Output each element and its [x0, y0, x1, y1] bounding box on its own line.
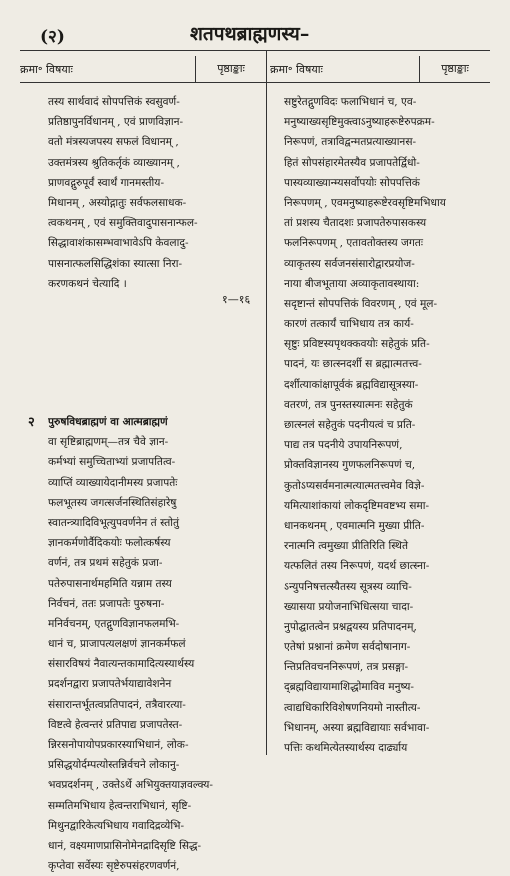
- text-line: दर्शीत्याकांक्षापूर्वकं ब्रह्मविद्यासूत्रस्या-: [284, 378, 419, 391]
- right-subject-heading: क्रमा॰ विषयाः: [270, 62, 323, 76]
- text-line: फलभूतस्य जगत्सर्जनस्थितिसंहारेषु: [48, 496, 177, 509]
- text-line: वतो मंत्रस्यजपस्य सफलं विधानम् ,: [48, 136, 179, 149]
- text-line: तस्य सार्थवादं सोपपत्तिकं स्वसुवर्ण-: [48, 96, 180, 108]
- text-line: प्रदर्शनद्वारा प्रजापतेर्भयाद्यावेशनेन: [48, 678, 172, 691]
- text-line: स्वातन्त्र्यादिविभूत्युपवर्णनेन तं स्तोतुं: [48, 516, 180, 529]
- text-line: सिद्धावाशंकासम्भवाभावेऽपि केवलादु-: [48, 237, 189, 250]
- text-line: सम्मतिमभिधाय हेत्वन्तराभिधानं, सृष्टि-: [48, 799, 192, 812]
- text-line: भवप्रदर्शनम् , उक्तेऽर्थे अभियुक्तयाज्ञवल्क्य-: [48, 779, 213, 792]
- text-line: मिधानम् , अस्योद्गातुः सर्वफलसाधक-: [48, 196, 187, 209]
- page-number: (२): [40, 27, 65, 47]
- right-column-text: [284, 92, 496, 758]
- text-line: धानकथनम् , एवमात्मनि मुख्या प्रीति-: [284, 519, 425, 532]
- text-line: प्रोक्तविज्ञानस्य गुणफलनिरूपणं च,: [284, 459, 416, 472]
- right-page-heading: पृष्ठाङ्काः: [419, 56, 490, 82]
- section-heading-line: पुरुषविधब्राह्मणं वा आत्मब्राह्मणं: [48, 416, 168, 428]
- text-line: छात्स्नलं सहेतुकं पदनीयत्वं च प्रति-: [284, 419, 416, 431]
- text-line: उक्तमंत्रस्य श्रुतिकर्तृकं व्याख्यानम् ,: [48, 156, 180, 169]
- text-line: विष्टत्वे हेत्वन्तरं प्रतिपाद्य प्रजापतेस्त-: [48, 718, 183, 731]
- column-header-rule: [20, 82, 490, 83]
- text-line: पासनात्फलसिद्धिशंका स्यात्सा निरा-: [48, 257, 183, 270]
- text-line: एतेषां प्रश्नानां क्रमेण सर्वदोषानाग-: [284, 641, 411, 654]
- text-line: न्निरसनोपायोपप्रकारस्याभिधानं, लोक-: [48, 739, 189, 751]
- left-column-text-top: [48, 92, 260, 294]
- text-line: कर्मभ्यां समुच्चिताभ्यां प्रजापतित्व-: [48, 456, 176, 469]
- text-line: कुतोऽप्यसर्वमनात्मत्यात्मतत्त्वमेव विज्ञे-: [284, 479, 425, 492]
- text-line: ख्यासया प्रयोजनाभिधित्सया चादा-: [284, 600, 414, 613]
- text-line: मनुष्याख्यसृष्टिमुक्त्वाऽनुष्याहरूष्टेरुपक्रम-: [284, 116, 435, 129]
- left-subject-heading: क्रमा॰ विषयाः: [20, 62, 73, 76]
- text-line: मनिर्वचनम्, एतद्गुणविज्ञानफलमभि-: [48, 617, 180, 630]
- text-line: ऽन्युपनिषत्तत्स्यैतस्य सूत्रस्य व्याचि-: [284, 580, 412, 593]
- text-line: प्राणवद्गुरुपूर्वं स्वार्थं गानमस्तीय-: [48, 176, 165, 189]
- text-line: वा सृष्टिब्राह्मणम्—तत्र चैवे ज्ञान-: [48, 436, 169, 449]
- section-number: २: [28, 415, 35, 430]
- text-line: पादनं, यः छात्स्नदर्शी स ब्रह्मात्मतत्त्व-: [284, 358, 422, 371]
- text-line: निरूपणम् , एवमनुष्याहरूष्टेरवसृष्टिमभिधाय: [284, 196, 446, 209]
- right-column-header: [270, 56, 490, 82]
- page-title: शतपथब्राह्मणस्य–: [190, 23, 310, 45]
- text-line: यत्फलितं तस्य निरूपणं, यदर्थ छात्स्ना-: [284, 560, 430, 573]
- text-line: व्याप्तिं व्याख्यायेदानीमस्य प्रजापतेः: [48, 476, 178, 489]
- text-line: नाया बीजभूताया अव्याकृतावस्थाया:: [284, 277, 420, 290]
- text-line: निरूपणं, तत्राविद्वन्मतप्रत्याख्यानस-: [284, 136, 417, 149]
- text-line: फलनिरूपणम् , एतावतोक्तस्य जगतः: [284, 237, 423, 250]
- text-line: रनात्मनि त्वमुख्या प्रीतिरिति स्थिते: [284, 540, 408, 553]
- text-line: पास्यव्याख्यान्म्यसर्वोपयोः सोपपत्तिकं: [284, 176, 420, 189]
- text-line: धानं, वक्ष्यमाणप्रासिनोमेनद्रादिसृष्टि सिद्ध-: [48, 839, 202, 852]
- text-line: कृप्तेवा सर्वेस्यः सृष्टेरुपसंहरणवर्णनं,: [48, 860, 180, 873]
- text-line: त्वाद्यधिकारिविशेषणनियमो नास्तीत्य-: [284, 701, 421, 714]
- page-reference: १—१६: [222, 293, 251, 306]
- text-line: पतेरुपासनार्थमहमिति यन्नाम तस्य: [48, 577, 172, 590]
- text-line: धानं च, प्राजापत्यलक्षणं ज्ञानकर्मफलं: [48, 638, 186, 651]
- text-line: यमित्याशांकायां लोकदृष्टिमवष्टभ्य समा-: [284, 499, 430, 512]
- text-line: करणकथनं चेत्यादि ।: [48, 277, 127, 290]
- left-column-header: [20, 56, 266, 82]
- text-line: त्वकथनम् , एवं समुक्तिवादुपासनान्फल-: [48, 217, 198, 230]
- text-line: द्ब्रह्मविद्यायामाशिद्धोमाविव मनुष्य-: [284, 681, 415, 694]
- text-line: सदृष्टान्तं सोपपत्तिकं विवरणम् , एवं मूल-: [284, 297, 438, 310]
- text-line: सष्टुरेतद्गुणविदः फलाभिधानं च, एव-: [284, 96, 417, 108]
- text-line: पत्तिः कथमित्येतस्यार्थस्य दार्ढ्याय: [284, 742, 408, 754]
- text-line: नुपोद्घातत्वेन प्रश्नद्वयस्य प्रतिपादनम्,: [284, 620, 417, 633]
- text-line: सृष्टुः प्रविष्टस्यपृथक्कवयोः सहेतुकं प्रति-: [284, 338, 430, 351]
- text-line: मिथुनद्वारिकेत्यभिधाय गवादिद्रव्येभि-: [48, 819, 185, 832]
- left-column-text-bottom: [48, 412, 276, 876]
- text-line: हितं सोपसंहारमेतस्यैव प्रजापतेर्द्विधो-: [284, 156, 420, 169]
- text-line: भिधानम्, अस्या ब्रह्मविद्यायाः सर्वभावा-: [284, 721, 430, 734]
- text-line: ज्ञानकर्मणोर्वैदिकयोः फलोत्कर्षस्य: [48, 537, 171, 550]
- text-line: कारणं तत्कार्यं चाभिधाय तत्र कार्य-: [284, 318, 414, 331]
- text-line: निर्वचनं, ततः प्रजापतेः पुरुषना-: [48, 597, 165, 610]
- text-line: संसारविषयं नैवात्यन्तकामादित्यस्यार्थस्य: [48, 658, 195, 671]
- text-line: संसारान्तर्भूतत्वप्रतिपादनं, तत्रैवारत्या-: [48, 698, 186, 711]
- text-line: व्याकृतस्य सर्वजनसंसारोद्वारप्रयोज-: [284, 257, 415, 270]
- text-line: पाद्य तत्र पदनीये उपायनिरूपणं,: [284, 439, 403, 452]
- text-line: तां प्रशस्य चैतादशः प्रजापतेरुपासकस्य: [284, 217, 427, 230]
- text-line: वर्णनं, तत्र प्रथमं सहेतुकं प्रजा-: [48, 557, 163, 570]
- text-line: न्तिप्रतिवचननिरूपणं, तत्र प्रसङ्गा-: [284, 661, 409, 674]
- text-line: प्रतिष्ठापुनर्विधानम् , एवं प्राणविज्ञान-: [48, 116, 184, 129]
- text-line: प्रसिद्धयोर्दम्पत्योस्तन्निर्वचने लोकानु-: [48, 759, 180, 772]
- left-page-heading: पृष्ठाङ्काः: [195, 56, 266, 82]
- text-line: वतरणं, तत्र पुनस्तस्यात्मनः सहेतुकं: [284, 398, 413, 411]
- header-rule: [20, 50, 490, 51]
- page-header: [40, 14, 480, 50]
